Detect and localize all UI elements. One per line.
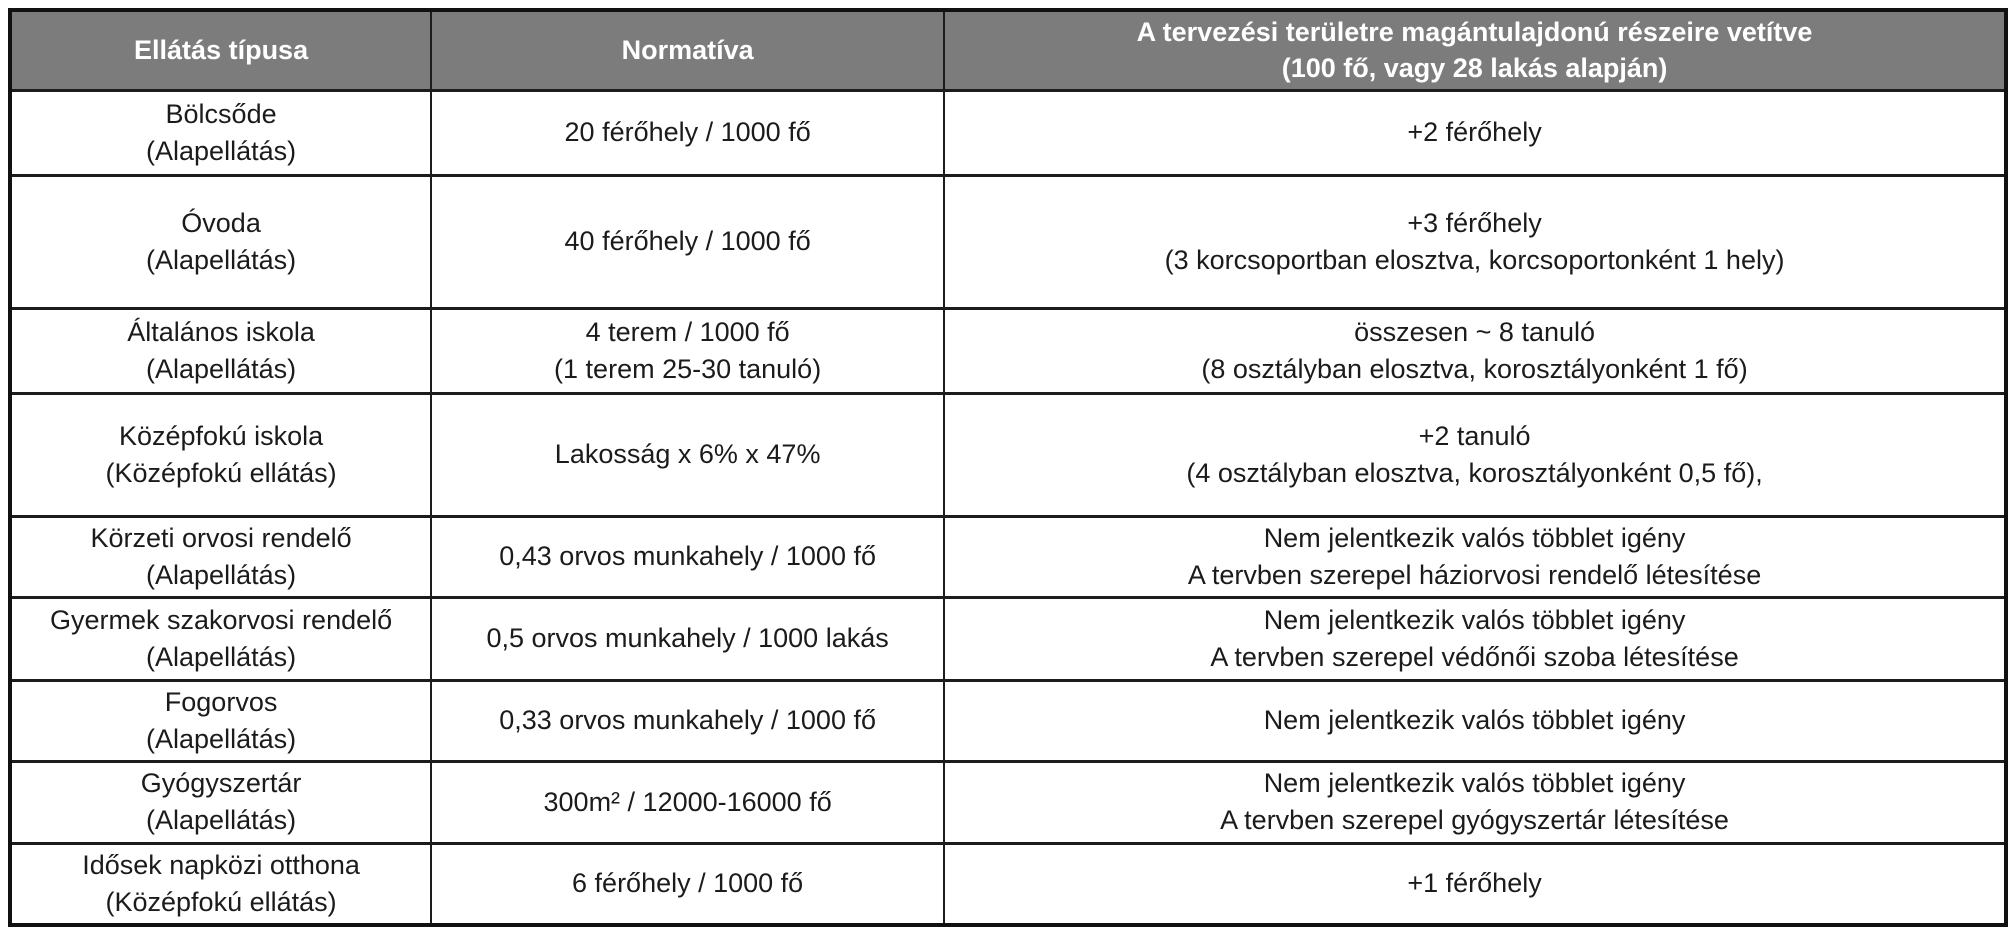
result-cell [944,843,2006,925]
normative-note: (1 terem 25-30 tanuló) [554,353,822,384]
header-label: Normatíva [621,35,754,66]
result-cell [944,175,2006,308]
result-value: +2 tanuló [1418,420,1531,451]
result-value: Nem jelentkezik valós többlet igény [1263,604,1686,635]
table-row [10,597,2006,680]
result-cell [944,308,2006,393]
result-note: A tervben szerepel védőnői szoba létesítése [1210,641,1739,672]
table-row [10,308,2006,393]
table-row [10,90,2006,175]
header-cell-projection [944,10,2006,90]
table-row [10,761,2006,843]
service-category: (Alapellátás) [146,244,297,275]
service-name: Középfokú iskola [119,420,324,451]
normative-value: 40 férőhely / 1000 fő [564,226,811,256]
result-value: Nem jelentkezik valós többlet igény [1263,705,1686,735]
header-label-line1: A tervezési területre magántulajdonú részeire vetítve [1136,17,1813,48]
result-cell [944,393,2006,516]
normative-value: 0,5 orvos munkahely / 1000 lakás [486,623,889,653]
result-note: (4 osztályban elosztva, korosztályonként 0,5 fő), [1186,457,1763,488]
normative-cell [431,597,944,680]
result-note: A tervben szerepel háziorvosi rendelő létesítése [1187,559,1762,590]
result-value: +3 férőhely [1407,207,1542,238]
result-note: (8 osztályban elosztva, korosztályonként 1 fő) [1201,353,1748,384]
service-category: (Alapellátás) [146,559,297,590]
service-name: Körzeti orvosi rendelő [90,522,352,553]
table-row [10,175,2006,308]
service-name: Gyógyszertár [140,768,302,798]
normative-cell [431,308,944,393]
table-row [10,680,2006,761]
service-category: (Alapellátás) [146,135,297,166]
normative-cell [431,516,944,597]
normative-value: 4 terem / 1000 fő [585,316,790,347]
header-cell-service-type [10,10,431,90]
service-category: (Alapellátás) [146,641,297,672]
normative-cell [431,393,944,516]
result-value: Nem jelentkezik valós többlet igény [1263,522,1686,553]
service-type-cell [10,308,431,393]
result-cell [944,597,2006,680]
service-type-cell [10,90,431,175]
service-type-cell [10,597,431,680]
result-value: Nem jelentkezik valós többlet igény [1263,768,1686,798]
result-value: +2 férőhely [1407,117,1542,147]
service-name: Idősek napközi otthona [82,849,360,880]
header-label-line2: (100 fő, vagy 28 lakás alapján) [1281,53,1668,84]
service-type-cell [10,175,431,308]
normative-cell [431,843,944,925]
normative-value: 300m² / 12000-16000 fő [543,786,832,817]
result-cell [944,761,2006,843]
table-row [10,393,2006,516]
service-category: (Középfokú ellátás) [105,886,337,917]
header-cell-normative [431,10,944,90]
table-header-row [10,10,2006,90]
result-value: +1 férőhely [1407,868,1542,899]
normative-cell [431,175,944,308]
service-type-cell [10,843,431,925]
service-name: Fogorvos [164,686,278,717]
normative-value: 6 férőhely / 1000 fő [572,868,804,899]
service-category: (Alapellátás) [146,805,297,835]
normative-value: 0,33 orvos munkahely / 1000 fő [499,705,876,735]
service-category: (Középfokú ellátás) [105,457,337,488]
table-row [10,516,2006,597]
result-note: (3 korcsoportban elosztva, korcsoportonként 1 hely) [1164,244,1785,275]
result-cell [944,90,2006,175]
service-name: Bölcsőde [165,98,277,129]
normative-value: 20 férőhely / 1000 fő [564,117,811,147]
result-cell [944,516,2006,597]
service-type-cell [10,680,431,761]
service-category: (Alapellátás) [146,723,297,754]
header-label: Ellátás típusa [134,35,309,66]
table-row [10,843,2006,925]
service-type-cell [10,761,431,843]
service-category: (Alapellátás) [146,353,297,384]
service-name: Gyermek szakorvosi rendelő [50,604,393,635]
service-type-cell [10,393,431,516]
services-normative-table [8,8,2008,927]
normative-cell [431,90,944,175]
result-value: összesen ~ 8 tanuló [1354,316,1596,347]
normative-cell [431,680,944,761]
result-note: A tervben szerepel gyógyszertár létesítése [1220,805,1729,835]
normative-value: Lakosság x 6% x 47% [554,439,821,469]
normative-value: 0,43 orvos munkahely / 1000 fő [499,541,876,571]
service-name: Általános iskola [127,316,315,347]
result-cell [944,680,2006,761]
service-name: Óvoda [181,207,261,238]
service-type-cell [10,516,431,597]
normative-cell [431,761,944,843]
